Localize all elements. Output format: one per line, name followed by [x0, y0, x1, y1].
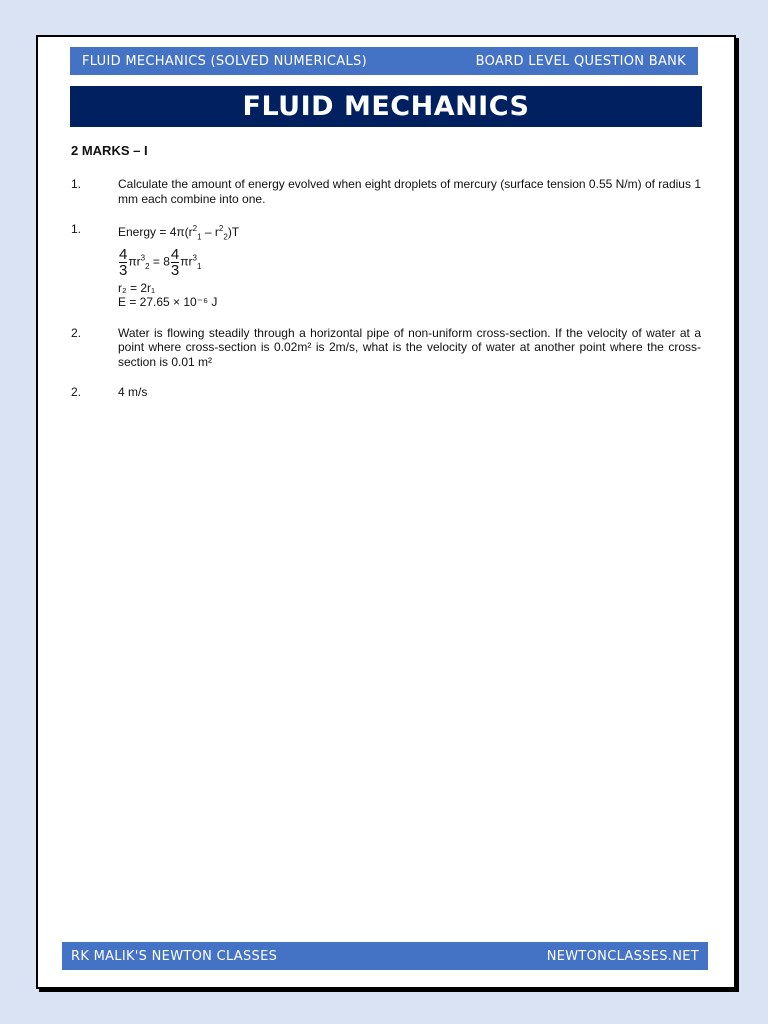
header-right-text: BOARD LEVEL QUESTION BANK: [475, 53, 686, 69]
question-text: Water is flowing steadily through a horizontal pipe of non-uniform cross-section. If the velocity of water at a point where cross-section is 0.02m² is 2m/s, what is the velocity of water at another point where the cross-section is 0.01 m²: [118, 325, 701, 369]
question-item: [71, 177, 701, 206]
answer-item: [71, 222, 701, 310]
answer-text: 4 m/s: [118, 385, 148, 400]
item-number: 1.: [71, 177, 82, 191]
radius-relation: r₂ = 2r₁: [118, 280, 156, 295]
fraction: $\frac{4}{3}$: [119, 245, 128, 279]
question-item: [71, 326, 701, 370]
header-left-text: FLUID MECHANICS (SOLVED NUMERICALS): [82, 53, 367, 69]
footer-left-text: RK MALIK'S NEWTON CLASSES: [71, 948, 278, 964]
item-number: 1.: [71, 222, 82, 236]
document-page: [36, 35, 736, 989]
question-text: Calculate the amount of energy evolved when eight droplets of mercury (surface tension 0.55 N/m) of radius 1 mm each combine into one.: [118, 177, 701, 206]
header-band: [70, 47, 698, 75]
item-number: 2.: [71, 385, 82, 400]
footer-band: [62, 942, 708, 970]
answer-body: [118, 222, 701, 310]
energy-formula: Energy = $4\pi(r^2_1 - r^2_2)T$: [118, 224, 240, 242]
fraction: $\frac{4}{3}$: [170, 245, 180, 279]
footer-right-link[interactable]: NEWTONCLASSES.NET: [546, 948, 699, 964]
section-heading: 2 MARKS – I: [71, 143, 148, 158]
volume-equation: $\frac{4}{3}$ $\pi r^3_2 = 8$ $\frac{4}{3}$ $\pi r^3_1$: [119, 245, 202, 279]
energy-result: E = 27.65 × 10⁻⁶ J: [118, 295, 218, 310]
answer-item: [71, 385, 701, 400]
content-area: [71, 143, 701, 416]
item-number: 2.: [71, 325, 82, 340]
page-title: FLUID MECHANICS: [70, 86, 702, 127]
